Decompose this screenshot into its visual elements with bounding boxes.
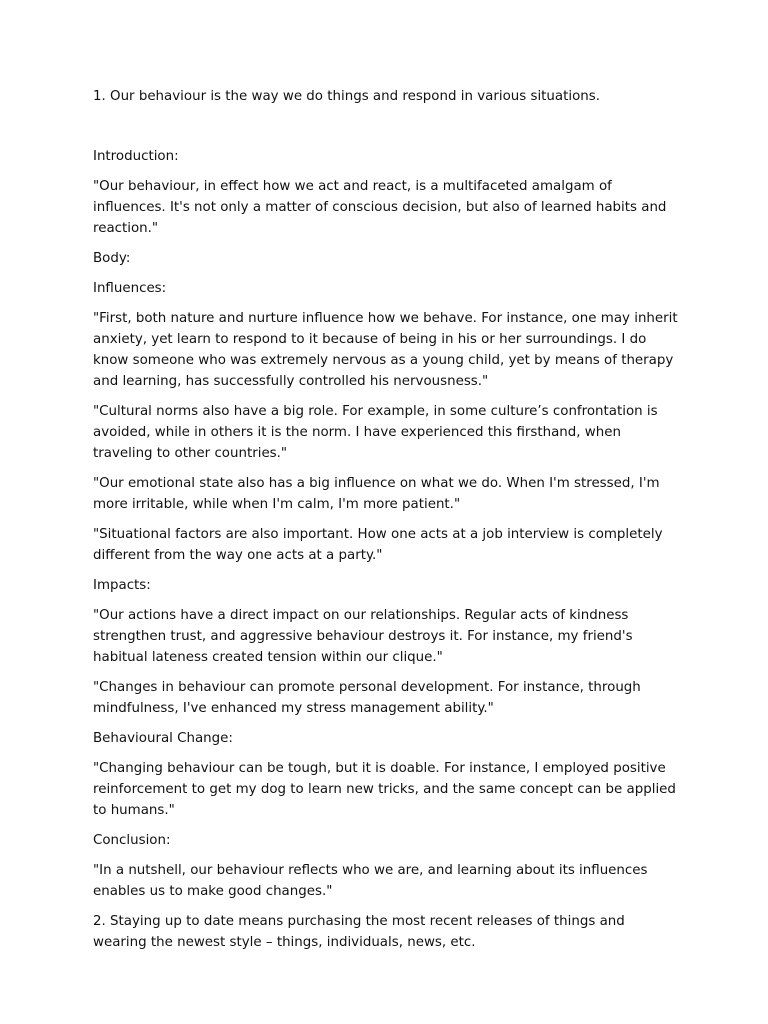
influences-paragraph-situational: "Situational factors are also important. How one acts at a job interview is completely different from the way one acts at a party." bbox=[93, 527, 663, 563]
influences-paragraph-cultural-norms: "Cultural norms also have a big role. For example, in some culture’s confrontation is avoided, while in others it is the norm. I have experienced this firsthand, when traveling to other countries." bbox=[93, 404, 658, 461]
subheading-influences: Influences: bbox=[93, 281, 167, 296]
introduction-paragraph: "Our behaviour, in effect how we act and react, is a multifaceted amalgam of influences. It's not only a matter of conscious decision, but also of learned habits and reaction." bbox=[93, 179, 667, 236]
behavioural-change-paragraph: "Changing behaviour can be tough, but it is doable. For instance, I employed positive reinforcement to get my dog to learn new tricks, and the same concept can be applied to humans." bbox=[93, 761, 676, 818]
subheading-impacts: Impacts: bbox=[93, 578, 151, 593]
question-1-heading: 1. Our behaviour is the way we do things and respond in various situations. bbox=[93, 89, 601, 104]
question-2-heading: 2. Staying up to date means purchasing the most recent releases of things and wearing the newest style – things, individuals, news, etc. bbox=[93, 914, 625, 950]
influences-paragraph-nature-nurture: "First, both nature and nurture influence how we behave. For instance, one may inherit anxiety, yet learn to respond to it because of being in his or her surroundings. I do know someone who was extremely nervous as a young child, yet by means of therapy and learning, has successfully controlled his nervousness." bbox=[93, 311, 678, 389]
document-body bbox=[93, 86, 679, 962]
section-heading-body: Body: bbox=[93, 251, 131, 266]
subheading-behavioural-change: Behavioural Change: bbox=[93, 731, 233, 746]
section-heading-conclusion: Conclusion: bbox=[93, 833, 171, 848]
influences-paragraph-emotional-state: "Our emotional state also has a big influence on what we do. When I'm stressed, I'm more irritable, while when I'm calm, I'm more patient." bbox=[93, 476, 660, 512]
impacts-paragraph-development: "Changes in behaviour can promote personal development. For instance, through mindfulness, I've enhanced my stress management ability." bbox=[93, 680, 641, 716]
conclusion-paragraph: "In a nutshell, our behaviour reflects who we are, and learning about its influences enables us to make good changes." bbox=[93, 863, 648, 899]
impacts-paragraph-relationships: "Our actions have a direct impact on our relationships. Regular acts of kindness strengthen trust, and aggressive behaviour destroys it. For instance, my friend's habitual lateness created tension within our clique." bbox=[93, 608, 633, 665]
section-heading-introduction: Introduction: bbox=[93, 149, 179, 164]
